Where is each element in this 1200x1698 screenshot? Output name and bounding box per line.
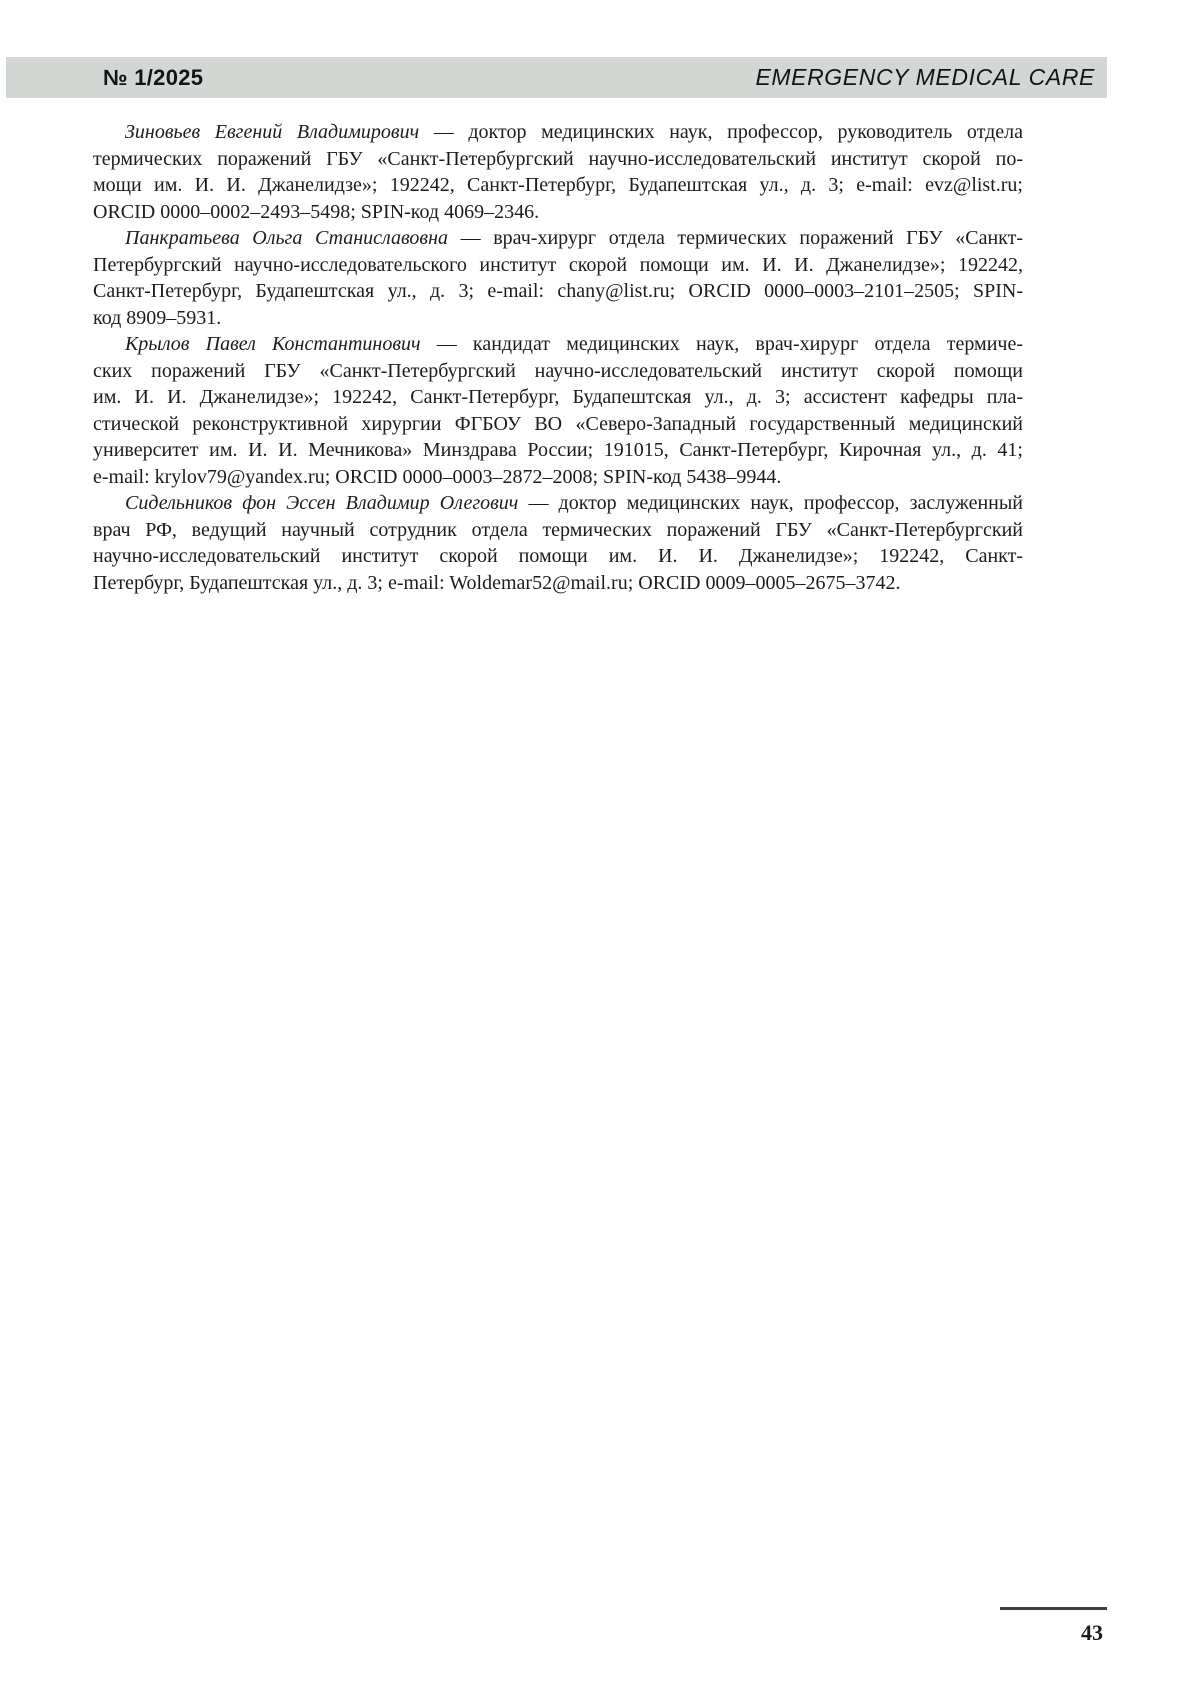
paragraph-line: код 8909–5931. xyxy=(93,306,222,329)
issue-number: № 1/2025 xyxy=(103,64,204,90)
paragraph-line: им. И. И. Джанелидзе»; 192242, Санкт-Петербург, Будапештская ул., д. 3; ассистент кафедры пла- xyxy=(93,386,1023,408)
footer-rule xyxy=(1000,1607,1107,1610)
paragraph-line: Санкт-Петербург, Будапештская ул., д. 3; e-mail: chany@list.ru; ORCID 0000–0003–2101–2505; SPIN- xyxy=(93,280,1023,302)
paragraph-line xyxy=(93,331,1023,358)
author-info-section xyxy=(93,119,1023,596)
paragraph-line: научно-исследовательский институт скорой помощи им. И. И. Джанелидзе»; 192242, Санкт- xyxy=(93,545,1023,567)
author-name: Сидельников фон Эссен Владимир Олегович xyxy=(125,492,519,514)
author-name: Панкратьева Ольга Станиславовна xyxy=(125,227,449,249)
paragraph-line xyxy=(93,490,1023,517)
paragraph-line: мощи им. И. И. Джанелидзе»; 192242, Санкт-Петербург, Будапештская ул., д. 3; e-mail: evz@list.ru; xyxy=(93,174,1023,196)
paragraph-line: стической реконструктивной хирургии ФГБОУ ВО «Северо-Западный государственный медицинский xyxy=(93,412,1023,435)
author-paragraph xyxy=(93,225,1023,331)
paragraph-line: Петербургский научно-исследовательского институт скорой помощи им. И. И. Джанелидзе»; 192242, xyxy=(93,253,1023,276)
paragraph-line: термических поражений ГБУ «Санкт-Петербургский научно-исследовательский институт скорой по- xyxy=(93,147,1023,170)
paragraph-text: — доктор медицинских наук, профессор, заслуженный xyxy=(518,492,1023,514)
paragraph-text: — кандидат медицинских наук, врач-хирург отдела термиче- xyxy=(420,333,1023,355)
paragraph-text: — доктор медицинских наук, профессор, руководитель отдела xyxy=(419,121,1023,143)
page-number: 43 xyxy=(1081,1620,1103,1645)
author-paragraph xyxy=(93,490,1023,596)
journal-title: EMERGENCY MEDICAL CARE xyxy=(755,64,1095,90)
paragraph-line xyxy=(93,225,1023,252)
paragraph-line: ORCID 0000–0002–2493–5498; SPIN-код 4069–2346. xyxy=(93,200,540,223)
author-name: Зиновьев Евгений Владимирович xyxy=(125,121,420,143)
paragraph-line xyxy=(93,119,1023,146)
paragraph-line: ских поражений ГБУ «Санкт-Петербургский научно-исследовательский институт скорой помощи xyxy=(93,359,1023,382)
paragraph-line: врач РФ, ведущий научный сотрудник отдела термических поражений ГБУ «Санкт-Петербургский xyxy=(93,518,1023,541)
author-paragraph xyxy=(93,331,1023,490)
page-header xyxy=(6,57,1107,98)
author-paragraph xyxy=(93,119,1023,225)
paragraph-line: e-mail: krylov79@yandex.ru; ORCID 0000–0003–2872–2008; SPIN-код 5438–9944. xyxy=(93,465,782,488)
paragraph-line: университет им. И. И. Мечникова» Минздрава России; 191015, Санкт-Петербург, Кирочная ул., д. 41; xyxy=(93,439,1023,461)
paragraph-line: Петербург, Будапештская ул., д. 3; e-mail: Woldemar52@mail.ru; ORCID 0009–0005–2675–3742. xyxy=(93,571,901,594)
author-name: Крылов Павел Константинович xyxy=(125,333,421,355)
paragraph-text: — врач-хирург отдела термических поражений ГБУ «Санкт- xyxy=(448,227,1023,249)
